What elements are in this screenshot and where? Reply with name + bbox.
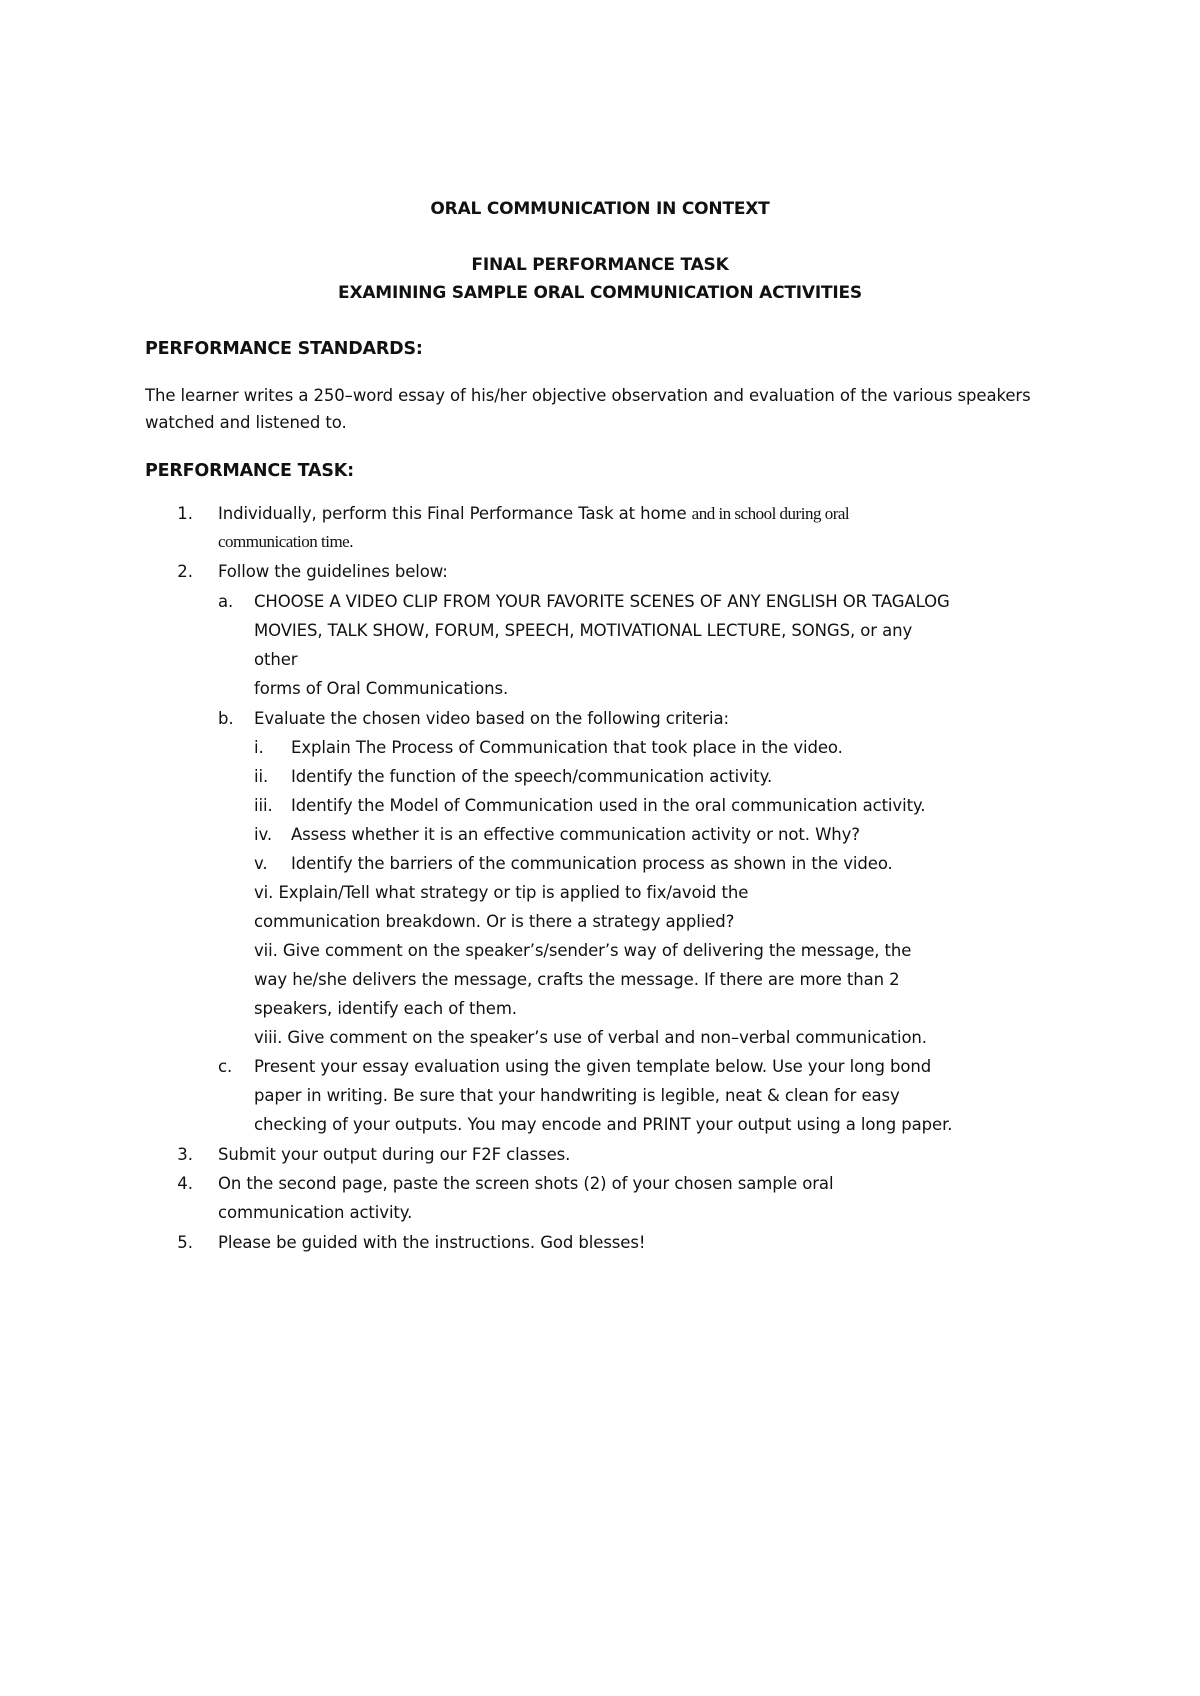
item-4-line-2: communication activity. — [218, 1203, 413, 1222]
item-3-text: Submit your output during our F2F classes. — [218, 1145, 571, 1164]
item-3-marker: 3. — [177, 1145, 193, 1164]
item-1-line-2: communication time. — [218, 532, 353, 551]
item-5-text: Please be guided with the instructions. God blesses! — [218, 1233, 646, 1252]
item-1-line-1 — [218, 500, 849, 527]
sub-a-line-4: forms of Oral Communications. — [254, 679, 509, 698]
criterion-iv-marker: iv. — [254, 825, 273, 844]
item-4-line-1: On the second page, paste the screen shots (2) of your chosen sample oral — [218, 1174, 834, 1193]
task-title: FINAL PERFORMANCE TASK — [471, 255, 729, 275]
sub-c-line-2: paper in writing. Be sure that your handwriting is legible, neat & clean for easy — [254, 1086, 900, 1105]
criterion-iii-marker: iii. — [254, 796, 273, 815]
course-title: ORAL COMMUNICATION IN CONTEXT — [430, 199, 770, 219]
sub-a-line-1: CHOOSE A VIDEO CLIP FROM YOUR FAVORITE SCENES OF ANY ENGLISH OR TAGALOG — [254, 592, 950, 611]
criterion-vi-line-2: communication breakdown. Or is there a strategy applied? — [254, 912, 735, 931]
criterion-ii-text: Identify the function of the speech/communication activity. — [291, 767, 773, 786]
sub-a-marker: a. — [218, 592, 234, 611]
sub-c-marker: c. — [218, 1057, 233, 1076]
sub-c-line-3: checking of your outputs. You may encode and PRINT your output using a long paper. — [254, 1115, 953, 1134]
item-1-marker: 1. — [177, 504, 193, 523]
criterion-v-text: Identify the barriers of the communication process as shown in the video. — [291, 854, 893, 873]
criterion-viii-line-1: viii. Give comment on the speaker’s use of verbal and non–verbal communication. — [254, 1028, 927, 1047]
sub-c-line-1: Present your essay evaluation using the given template below. Use your long bond — [254, 1057, 932, 1076]
item-5-marker: 5. — [177, 1233, 193, 1252]
criterion-iii-text: Identify the Model of Communication used in the oral communication activity. — [291, 796, 926, 815]
item-1-text-a: Individually, perform this Final Performance Task at home — [218, 504, 692, 523]
task-heading: PERFORMANCE TASK: — [145, 461, 354, 481]
sub-a-line-3: other — [254, 650, 298, 669]
criterion-iv-text: Assess whether it is an effective communication activity or not. Why? — [291, 825, 860, 844]
criterion-i-marker: i. — [254, 738, 264, 757]
criterion-i-text: Explain The Process of Communication that took place in the video. — [291, 738, 843, 757]
sub-a-line-2: MOVIES, TALK SHOW, FORUM, SPEECH, MOTIVATIONAL LECTURE, SONGS, or any — [254, 621, 913, 640]
criterion-ii-marker: ii. — [254, 767, 269, 786]
task-subtitle: EXAMINING SAMPLE ORAL COMMUNICATION ACTIVITIES — [338, 283, 862, 303]
standards-body: The learner writes a 250–word essay of his/her objective observation and evaluation of the various speakers watched and listened to. — [145, 386, 1031, 432]
item-1-text-b: and in school during oral — [691, 504, 850, 523]
sub-b-text: Evaluate the chosen video based on the following criteria: — [254, 709, 729, 728]
criterion-vii-line-2: way he/she delivers the message, crafts the message. If there are more than 2 — [254, 970, 900, 989]
item-2-marker: 2. — [177, 562, 193, 581]
criterion-vi-line-1: vi. Explain/Tell what strategy or tip is applied to fix/avoid the — [254, 883, 749, 902]
item-4-marker: 4. — [177, 1174, 193, 1193]
criterion-vii-line-3: speakers, identify each of them. — [254, 999, 517, 1018]
item-2-text: Follow the guidelines below: — [218, 562, 448, 581]
criterion-v-marker: v. — [254, 854, 268, 873]
sub-b-marker: b. — [218, 709, 234, 728]
standards-heading: PERFORMANCE STANDARDS: — [145, 339, 423, 359]
criterion-vii-line-1: vii. Give comment on the speaker’s/sender’s way of delivering the message, the — [254, 941, 912, 960]
